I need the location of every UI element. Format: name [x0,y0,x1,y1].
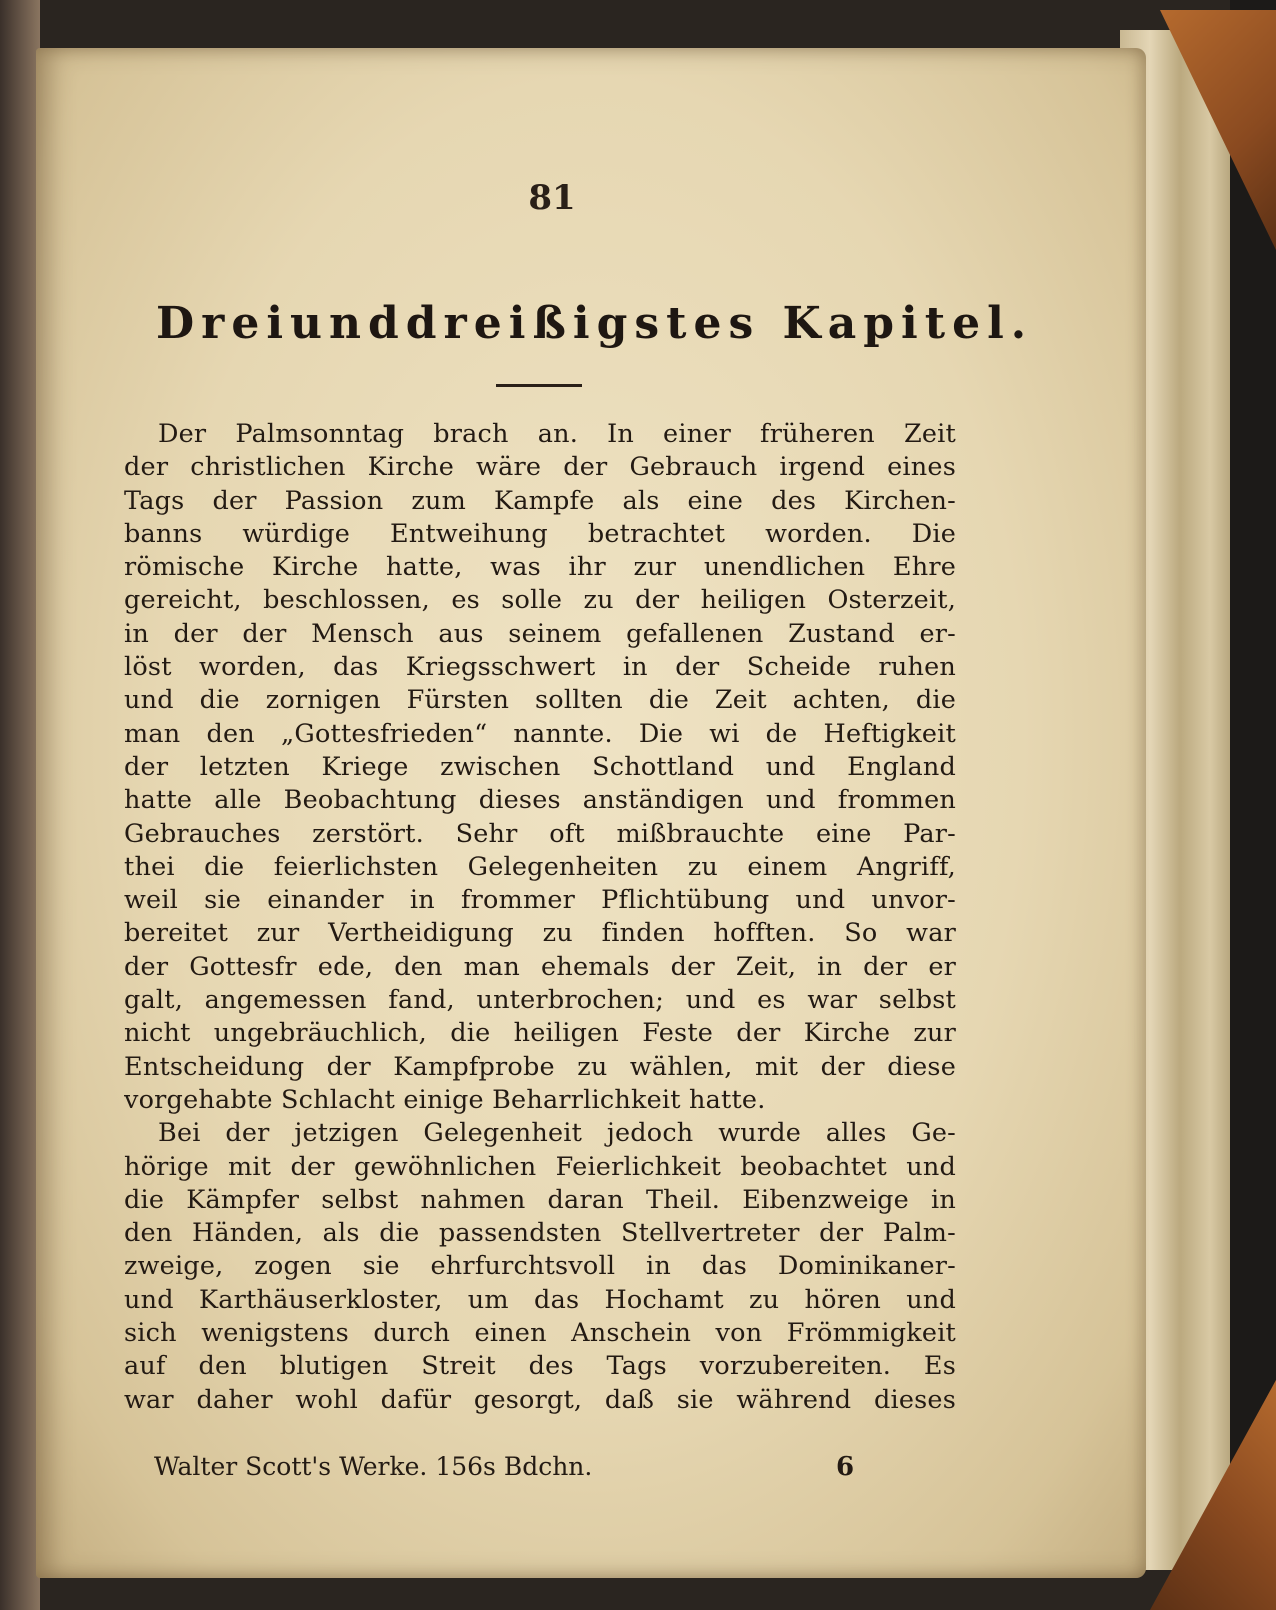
text-line: vorgehabte Schlacht einige Beharrlichkeit hatte. [124,1084,766,1115]
text-line: römische Kirche hatte, was ihr zur unendlichen Ehre [124,552,956,583]
signature-mark: 6 [836,1452,855,1482]
book-cover-right [1230,0,1276,1610]
text-line: den Händen, als die passendsten Stellvertreter der Palm- [124,1218,956,1249]
text-line: weil sie einander in frommer Pflichtübung und unvor- [124,885,956,916]
page-number: 81 [528,178,576,218]
text-line: in der der Mensch aus seinem gefallenen Zustand er- [124,618,956,649]
text-line: galt, angemessen fand, unterbrochen; und es war selbst [124,985,956,1016]
text-line: der christlichen Kirche wäre der Gebrauch irgend eines [124,452,956,483]
text-line: thei die feierlichsten Gelegenheiten zu einem Angriff, [124,851,956,882]
text-line: zweige, zogen sie ehrfurchtsvoll in das Dominikaner- [124,1251,956,1282]
text-line: man den „Gottesfrieden“ nannte. Die wi de Heftigkeit [124,718,956,749]
book-page [36,48,1146,1578]
text-line: hatte alle Beobachtung dieses anständigen und frommen [124,785,956,816]
text-line: gereicht, beschlossen, es solle zu der heiligen Osterzeit, [124,585,956,616]
chapter-title: Dreiunddreißigstes Kapitel. [156,298,1034,349]
text-line: der Gottesfr ede, den man ehemals der Zeit, in der er [124,951,956,982]
text-line: hörige mit der gewöhnlichen Feierlichkeit beobachtet und [124,1151,956,1182]
text-line: banns würdige Entweihung betrachtet worden. Die [124,518,956,549]
text-line: Der Palmsonntag brach an. In einer früheren Zeit [158,419,956,449]
text-line: bereitet zur Vertheidigung zu finden hofften. So war [124,918,956,949]
text-line: sich wenigstens durch einen Anschein von Frömmigkeit [124,1318,956,1349]
book-cover-left [0,0,40,1610]
text-line: Bei der jetzigen Gelegenheit jedoch wurde alles Ge- [158,1118,956,1149]
text-line: und die zornigen Fürsten sollten die Zeit achten, die [124,685,956,716]
title-divider [496,384,582,387]
text-line: auf den blutigen Streit des Tags vorzubereiten. Es [124,1351,956,1382]
text-line: war daher wohl dafür gesorgt, daß sie während dieses [124,1384,956,1415]
text-line: nicht ungebräuchlich, die heiligen Feste der Kirche zur [124,1018,956,1049]
text-line: Entscheidung der Kampfprobe zu wählen, mit der diese [124,1051,956,1082]
text-line: die Kämpfer selbst nahmen daran Theil. Eibenzweige in [124,1184,956,1215]
text-line: und Karthäuserkloster, um das Hochamt zu hören und [124,1284,956,1315]
footer-imprint: Walter Scott's Werke. 156s Bdchn. [154,1452,593,1481]
text-line: der letzten Kriege zwischen Schottland und England [124,751,956,782]
text-line: löst worden, das Kriegsschwert in der Scheide ruhen [124,652,956,683]
text-line: Tags der Passion zum Kampfe als eine des Kirchen- [124,485,956,516]
text-line: Gebrauches zerstört. Sehr oft mißbrauchte eine Par- [124,818,956,849]
body-text [124,418,956,1417]
